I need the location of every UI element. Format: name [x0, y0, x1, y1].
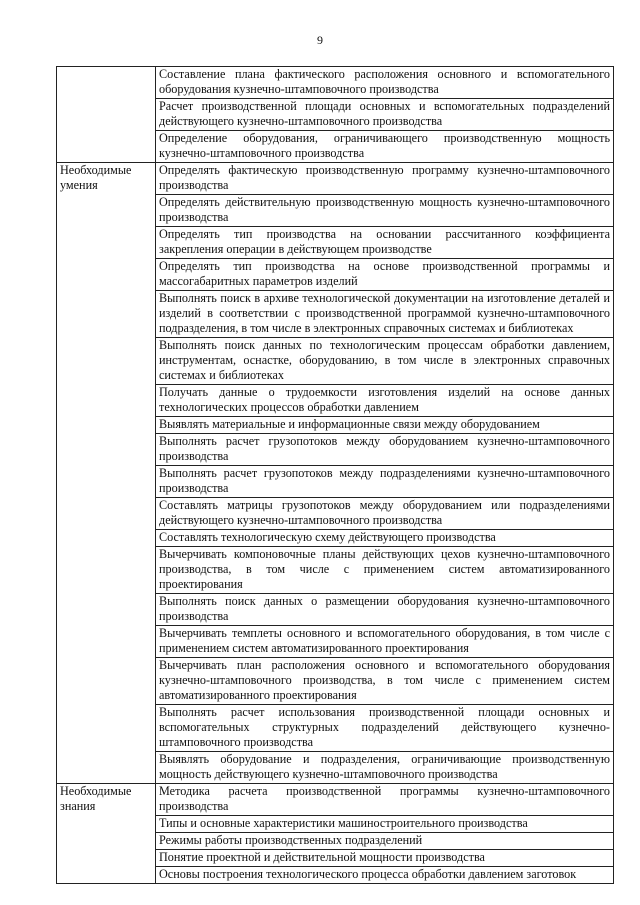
requirement-item: Выполнять поиск данных по технологическим процессам обработки давлением, инструментам, оснастке, оборудованию, в том числе в электронных справочных системах и библиотеках [156, 338, 614, 385]
requirement-item: Выполнять поиск данных о размещении оборудования кузнечно-штамповочного производства [156, 594, 614, 626]
requirement-item: Режимы работы производственных подразделений [156, 833, 614, 850]
requirement-item: Вычерчивать компоновочные планы действующих цехов кузнечно-штамповочного производства, в том числе с применением систем автоматизированного проектирования [156, 547, 614, 594]
page-number: 9 [317, 33, 323, 47]
table-row [57, 163, 614, 195]
section-label: Необходимые знания [57, 784, 156, 884]
table-row [57, 784, 614, 816]
requirement-item: Определять действительную производственную мощность кузнечно-штамповочного производства [156, 195, 614, 227]
requirement-item: Выявлять оборудование и подразделения, ограничивающие производственную мощность действующего кузнечно-штамповочного производства [156, 752, 614, 784]
requirement-item: Определять тип производства на основе производственной программы и массогабаритных параметров изделий [156, 259, 614, 291]
requirement-item: Выявлять материальные и информационные связи между оборудованием [156, 417, 614, 434]
requirements-table [56, 66, 614, 884]
requirement-item: Типы и основные характеристики машиностроительного производства [156, 816, 614, 833]
requirement-item: Расчет производственной площади основных и вспомогательных подразделений действующего кузнечно-штамповочного производства [156, 99, 614, 131]
requirement-item: Выполнять расчет грузопотоков между подразделениями кузнечно-штамповочного производства [156, 466, 614, 498]
requirement-item: Понятие проектной и действительной мощности производства [156, 850, 614, 867]
requirements-table-body [57, 67, 614, 884]
requirement-item: Составлять матрицы грузопотоков между оборудованием или подразделениями действующего кузнечно-штамповочного производства [156, 498, 614, 530]
requirement-item: Основы построения технологического процесса обработки давлением заготовок [156, 867, 614, 884]
requirement-item: Составление плана фактического расположения основного и вспомогательного оборудования кузнечно-штамповочного производства [156, 67, 614, 99]
requirement-item: Выполнять расчет использования производственной площади основных и вспомогательных структурных подразделений действующего кузнечно-штамповочного производства [156, 705, 614, 752]
table-row [57, 67, 614, 99]
requirement-item: Вычерчивать темплеты основного и вспомогательного оборудования, в том числе с применением систем автоматизированного проектирования [156, 626, 614, 658]
requirement-item: Получать данные о трудоемкости изготовления изделий на основе данных технологических процессов обработки давлением [156, 385, 614, 417]
requirement-item: Определять тип производства на основании рассчитанного коэффициента закрепления операции в действующем производстве [156, 227, 614, 259]
requirement-item: Определение оборудования, ограничивающего производственную мощность кузнечно-штамповочного производства [156, 131, 614, 163]
requirement-item: Определять фактическую производственную программу кузнечно-штамповочного производства [156, 163, 614, 195]
requirement-item: Составлять технологическую схему действующего производства [156, 530, 614, 547]
requirement-item: Выполнять поиск в архиве технологической документации на изготовление деталей и изделий в соответствии с производственной программой кузнечно-штамповочного подразделения, в том числе в электронных справочных системах и библиотеках [156, 291, 614, 338]
requirement-item: Выполнять расчет грузопотоков между оборудованием кузнечно-штамповочного производства [156, 434, 614, 466]
section-label [57, 67, 156, 163]
section-label: Необходимые умения [57, 163, 156, 784]
requirement-item: Вычерчивать план расположения основного и вспомогательного оборудования кузнечно-штамповочного производства, в том числе с применением систем автоматизированного проектирования [156, 658, 614, 705]
requirement-item: Методика расчета производственной программы кузнечно-штамповочного производства [156, 784, 614, 816]
